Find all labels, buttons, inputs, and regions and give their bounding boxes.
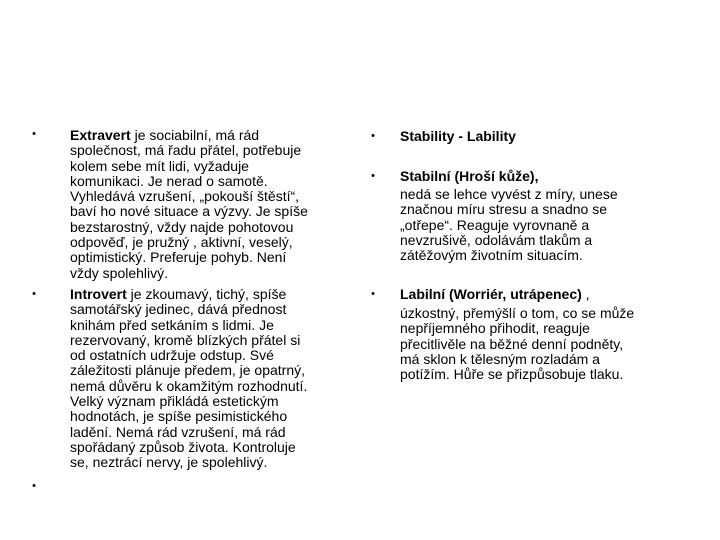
extravert-line: Vyhledává vzrušení, „pokouší štěstí“, (70, 188, 300, 205)
bullet-extravert: • (32, 128, 36, 140)
extravert-line: společnost, má řadu přátel, potřebuje (70, 142, 302, 159)
stabilni-line: zátěžovým životním situacím. (400, 247, 583, 264)
bullet-labilni: • (371, 288, 375, 300)
introvert-line: ladění. Nemá rád vzrušení, má rád (70, 423, 286, 440)
stabilni-label: Stabilní (Hroší kůže), (400, 168, 539, 184)
labilni-line: má sklon k tělesným rozladám a (400, 350, 600, 367)
introvert-line: knihám před setkáním s lidmi. Je (70, 316, 274, 333)
stabilni-line: značnou míru stresu a snadno se (400, 201, 608, 218)
introvert-line: rezervovaný, kromě blízkých přátel si (70, 331, 301, 348)
introvert-line: spořádaný způsob života. Kontroluje (70, 438, 296, 455)
bullet-empty: • (32, 480, 36, 492)
extravert-line: baví ho nové situace a výzvy. Je spíše (70, 203, 308, 220)
introvert-line: nemá důvěru k okamžitým rozhodnutí. (70, 377, 308, 394)
extravert-paragraph (70, 128, 308, 281)
introvert-line: Velký význam přikládá estetickým (70, 393, 279, 410)
labilni-line: potížím. Hůře se přizpůsobuje tlaku. (400, 366, 624, 383)
stabilni-line: nedá se lehce vyvést z míry, unese (400, 186, 618, 202)
extravert-line: optimistický. Preferuje pohyb. Není (70, 249, 287, 266)
stabilni-line: nevzrušivě, odolávám tlakům a (400, 231, 593, 248)
stabilni-line: „otřepe“. Reaguje vyrovnaně a (400, 216, 590, 233)
labilni-label-suffix: , (581, 286, 590, 302)
stabilni-paragraph (400, 187, 618, 263)
extravert-line: bezstarostný, vždy najde pohotovou (70, 218, 294, 235)
introvert-paragraph (70, 287, 307, 471)
extravert-line: kolem sebe mít lidi, vyžaduje (70, 157, 249, 174)
extravert-line: je sociabilní, má rád (130, 127, 260, 143)
introvert-line: samotářský jedinec, dává přednost (70, 301, 287, 318)
introvert-line: hodnotách, je spíše pesimistického (70, 408, 288, 425)
labilni-line: nepříjemného přihodit, reaguje (400, 320, 590, 337)
introvert-line: záležitosti plánuje předem, je opatrný, (70, 362, 306, 379)
introvert-line: je zkoumavý, tichý, spíše (126, 286, 287, 302)
labilni-line: přecitlivěle na běžné denní podněty, (400, 335, 624, 352)
introvert-line: se, neztrácí nervy, je spolehlivý. (70, 454, 268, 471)
introvert-line: od ostatních udržuje odstup. Své (70, 347, 274, 364)
labilni-label: Labilní (Worriér, utrápenec) (400, 286, 582, 302)
bullet-stabilni: • (371, 170, 375, 182)
bullet-introvert: • (32, 288, 36, 300)
stability-heading: Stability - Lability (400, 128, 516, 144)
extravert-line: vždy spolehlivý. (70, 264, 169, 281)
extravert-line: komunikaci. Je nerad o samotě. (70, 172, 268, 189)
extravert-term: Extravert (70, 127, 131, 143)
labilni-paragraph (400, 306, 634, 382)
labilni-label-row (400, 287, 590, 302)
extravert-line: odpověď, je pružný , aktivní, veselý, (70, 234, 293, 251)
labilni-line: úzkostný, přemýšlí o tom, co se může (400, 305, 635, 321)
introvert-term: Introvert (70, 286, 127, 302)
bullet-stability-heading: • (371, 130, 375, 142)
